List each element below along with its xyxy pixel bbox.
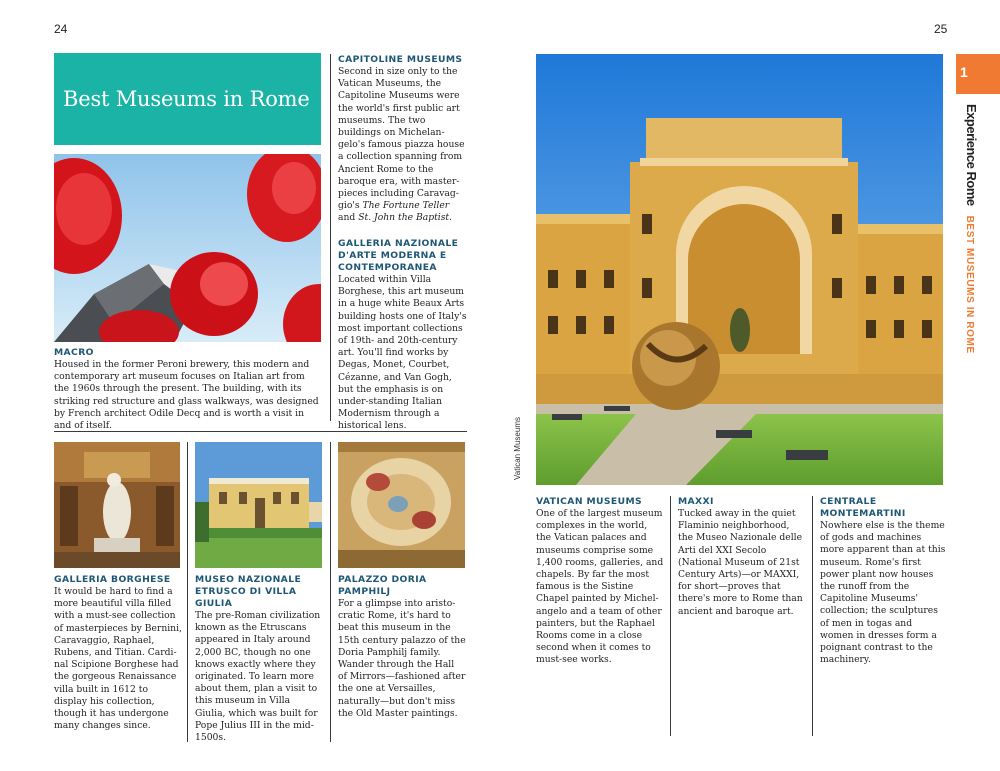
villa-giulia-illustration <box>195 442 322 568</box>
article-body: Housed in the former Peroni brewery, this modern and contemporary art museum focuses on Italian art from the 1960s through the present. The building, with its striking red structure and glass walkways, was designed by French architect Odile Decq and is worth a visit in and of itself. <box>54 359 319 432</box>
article-body: Tucked away in the quiet Flaminio neighborhood, the Museo Nazionale delle Arti del XXI Secolo (National Museum of 21st Century Arts)—or MAXXI, for short—proves that there's more to Rome than ancient and baroque art. <box>678 508 803 617</box>
running-header <box>962 104 980 354</box>
doria-pamphilj-illustration <box>338 442 465 568</box>
doria-pamphilj-photo <box>338 442 465 568</box>
article-maxxi <box>678 496 806 618</box>
body-text: and <box>338 212 359 224</box>
body-text: . <box>449 212 453 224</box>
column-divider <box>330 54 331 421</box>
title-box <box>54 53 321 145</box>
body-text: Second in size only to the Vatican Museums, the Capitoline Museums were the world's first public art museums. The two buildings on Michelan-gelo's famous piazza house a collection spanning from Ancient Rome to the baroque era, with master-pieces including Caravag-gio's <box>338 66 465 212</box>
vatican-photo <box>536 54 943 485</box>
article-body: The pre-Roman civilization known as the Etruscans appeared in Italy around 2,000 BC, though no one knows exactly where they originated. To learn more about them, plan a visit to this museum in Villa Giulia, which was built for Pope Julius III in the mid-1500s. <box>195 610 321 744</box>
article-heading: PALAZZO DORIA PAMPHILJ <box>338 574 427 597</box>
column-divider <box>187 442 188 742</box>
artwork-title: The Fortune Teller <box>362 200 450 212</box>
article-heading: MUSEO NAZIONALE ETRUSCO DI VILLA GIULIA <box>195 574 302 609</box>
section-name: BEST MUSEUMS IN ROME <box>964 215 975 354</box>
article-galleria-nazionale <box>338 238 468 433</box>
article-capitoline <box>338 54 466 225</box>
photo-caption: Vatican Museums <box>513 417 522 480</box>
chapter-name: Experience Rome <box>964 104 979 206</box>
article-heading: GALLERIA NAZIONALE D'ARTE MODERNA E CONTEMPORANEA <box>338 238 459 273</box>
article-body: One of the largest museum complexes in the world, the Vatican palaces and museums comprise some 1,400 rooms, galleries, and chapels. By far the most famous is the Sistine Chapel painted by Michel-angelo and a team of other painters, but the Raphael Rooms come in a close second when it comes to must-see works. <box>536 508 664 666</box>
article-body: Located within Villa Borghese, this art museum in a huge white Beaux Arts building hosts one of Italy's most important collections of 19th- and 20th-century art. You'll find works by Degas, Monet, Courbet, Cézanne, and Van Gogh, but the emphasis is on under-standing Italian Modernism through a historical lens. <box>338 274 467 432</box>
article-vatican <box>536 496 664 667</box>
borghese-photo <box>54 442 180 568</box>
article-heading: CAPITOLINE MUSEUMS <box>338 54 463 65</box>
article-heading: GALLERIA BORGHESE <box>54 574 171 585</box>
chapter-number: 1 <box>960 64 968 80</box>
article-heading: MACRO <box>54 347 94 358</box>
article-body: Nowhere else is the theme of gods and machines more apparent than at this museum. Rome's first power plant now houses the runoff from the Capitoline Museums' collection; the sculptures of men in togas and women in dresses form a poignant contrast to the machinery. <box>820 520 946 666</box>
article-macro <box>54 347 322 432</box>
article-borghese <box>54 574 182 732</box>
article-heading: VATICAN MUSEUMS <box>536 496 643 507</box>
borghese-illustration <box>54 442 180 568</box>
page-title: Best Museums in Rome <box>63 87 310 111</box>
column-divider <box>812 496 813 736</box>
article-heading: MAXXI <box>678 496 714 507</box>
macro-illustration <box>54 154 321 342</box>
macro-photo <box>54 154 321 342</box>
villa-giulia-photo <box>195 442 322 568</box>
article-heading: CENTRALE MONTEMARTINI <box>820 496 906 519</box>
article-body: It would be hard to find a more beautiful villa filled with a must-see collection of masterpieces by Bernini, Caravaggio, Raphael, Rubens, and Titian. Cardi-nal Scipione Borghese had the gorgeous Renaissance villa built in 1612 to display his collection, though it has undergone many changes since. <box>54 586 182 732</box>
page-number-right: 25 <box>934 22 948 36</box>
artwork-title: St. John the Baptist <box>358 212 450 224</box>
article-etrusco <box>195 574 323 744</box>
column-divider <box>330 442 331 742</box>
article-montemartini <box>820 496 948 666</box>
vatican-illustration <box>536 54 943 485</box>
row-divider <box>54 431 467 432</box>
article-body: For a glimpse into aristo-cratic Rome, it's hard to beat this museum in the 15th century palazzo of the Doria Pamphilj family. Wander through the Hall of Mirrors—fashioned after the one at Versailles, naturally—but don't miss the Old Master paintings. <box>338 598 466 719</box>
column-divider <box>670 496 671 736</box>
article-body <box>338 66 466 225</box>
page-number-left: 24 <box>54 22 68 36</box>
article-doria <box>338 574 466 720</box>
